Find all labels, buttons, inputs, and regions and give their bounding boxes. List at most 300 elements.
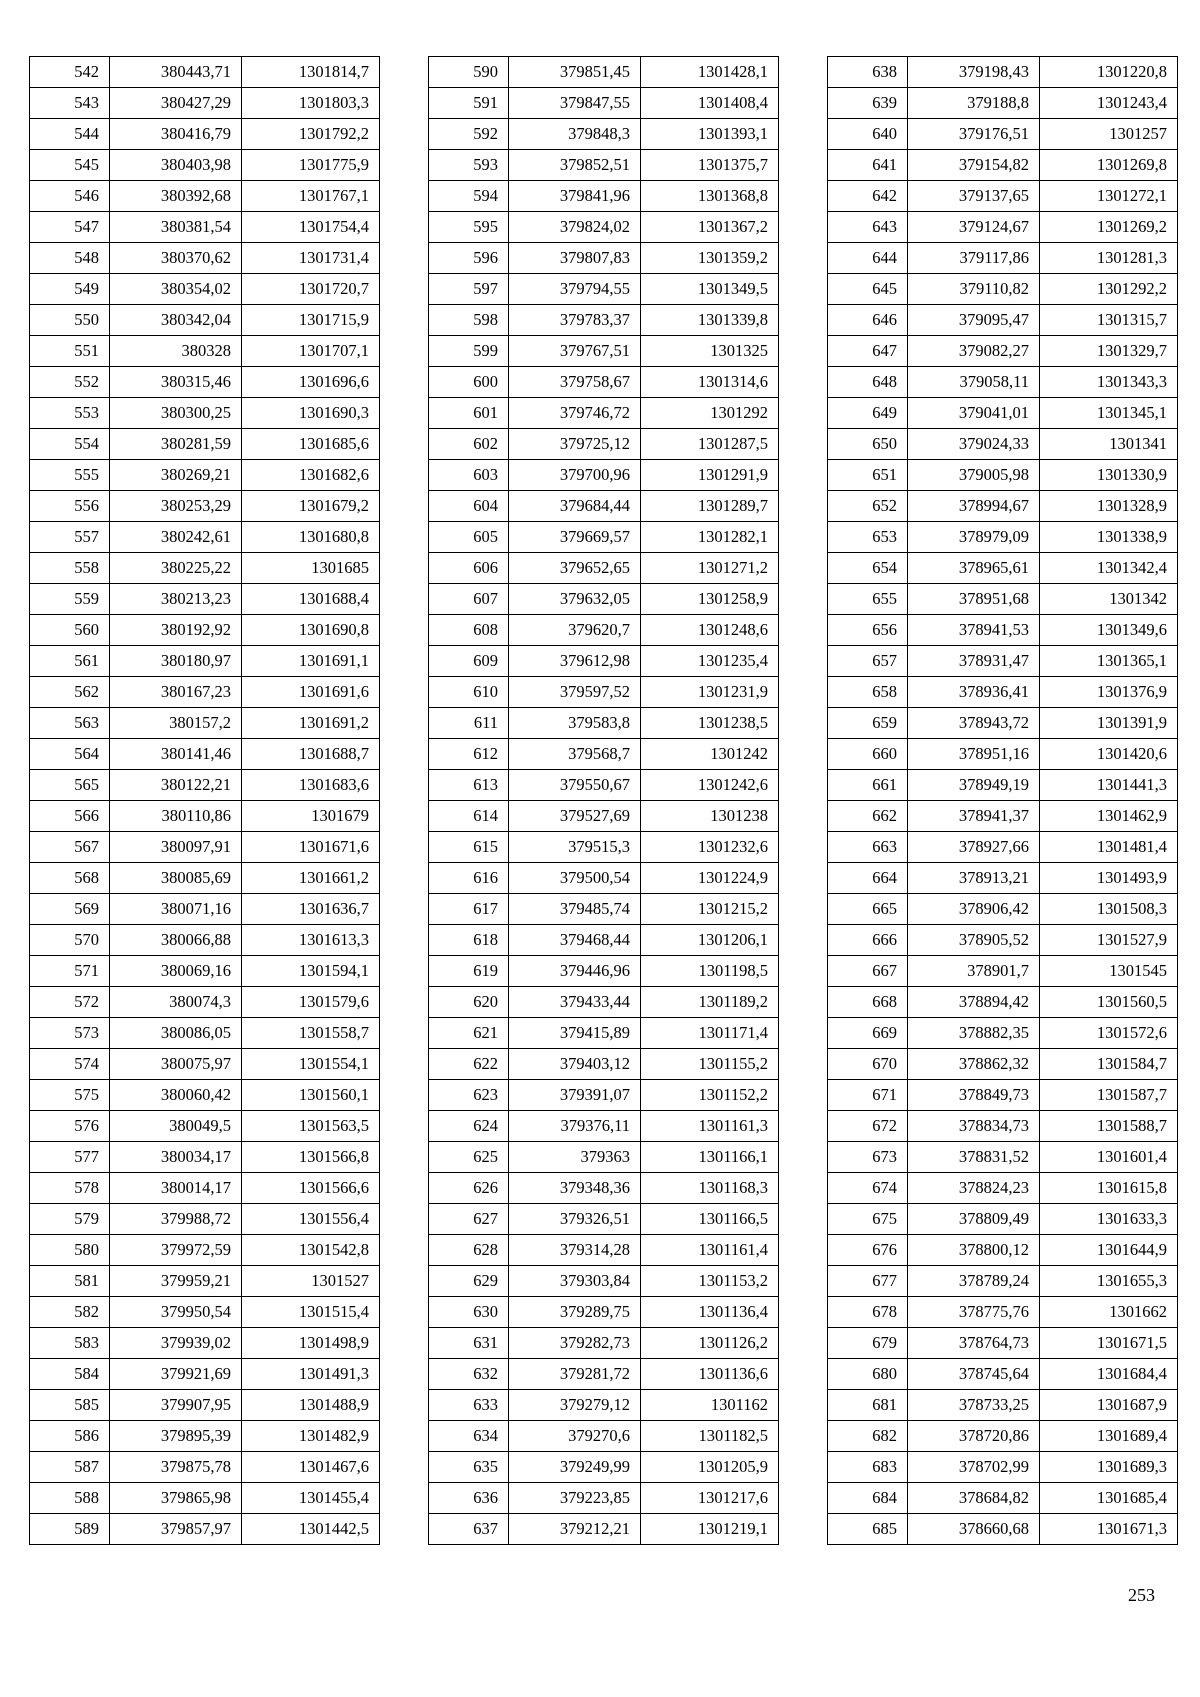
y-coordinate-cell: 1301215,2 [641, 894, 779, 925]
x-coordinate-cell: 378702,99 [908, 1452, 1040, 1483]
x-coordinate-cell: 379024,33 [908, 429, 1040, 460]
point-number-cell: 567 [30, 832, 110, 863]
point-number-cell: 628 [429, 1235, 509, 1266]
point-number-cell: 597 [429, 274, 509, 305]
y-coordinate-cell: 1301731,4 [242, 243, 380, 274]
x-coordinate-cell: 379700,96 [509, 460, 641, 491]
table-row [30, 1173, 380, 1204]
point-number-cell: 656 [828, 615, 908, 646]
point-number-cell: 570 [30, 925, 110, 956]
y-coordinate-cell: 1301691,6 [242, 677, 380, 708]
point-number-cell: 680 [828, 1359, 908, 1390]
x-coordinate-cell: 379824,02 [509, 212, 641, 243]
x-coordinate-cell: 379907,95 [110, 1390, 242, 1421]
table-row [429, 1421, 779, 1452]
point-number-cell: 658 [828, 677, 908, 708]
table-row [828, 212, 1178, 243]
y-coordinate-cell: 1301349,5 [641, 274, 779, 305]
table-row [30, 739, 380, 770]
y-coordinate-cell: 1301556,4 [242, 1204, 380, 1235]
point-number-cell: 682 [828, 1421, 908, 1452]
x-coordinate-cell: 379851,45 [509, 57, 641, 88]
table-row [30, 956, 380, 987]
x-coordinate-cell: 378906,42 [908, 894, 1040, 925]
x-coordinate-cell: 379041,01 [908, 398, 1040, 429]
table-row [30, 863, 380, 894]
y-coordinate-cell: 1301498,9 [242, 1328, 380, 1359]
table-row [429, 1111, 779, 1142]
y-coordinate-cell: 1301248,6 [641, 615, 779, 646]
x-coordinate-cell: 380157,2 [110, 708, 242, 739]
point-number-cell: 681 [828, 1390, 908, 1421]
y-coordinate-cell: 1301566,8 [242, 1142, 380, 1173]
point-number-cell: 637 [429, 1514, 509, 1545]
x-coordinate-cell: 378660,68 [908, 1514, 1040, 1545]
table-row [828, 677, 1178, 708]
y-coordinate-cell: 1301767,1 [242, 181, 380, 212]
table-row [30, 1452, 380, 1483]
x-coordinate-cell: 378720,86 [908, 1421, 1040, 1452]
table-row [828, 429, 1178, 460]
x-coordinate-cell: 380328 [110, 336, 242, 367]
point-number-cell: 606 [429, 553, 509, 584]
y-coordinate-cell: 1301682,6 [242, 460, 380, 491]
table-row [30, 770, 380, 801]
table-row [828, 1111, 1178, 1142]
page-number: 253 [1128, 1585, 1155, 1605]
x-coordinate-cell: 378775,76 [908, 1297, 1040, 1328]
point-number-cell: 616 [429, 863, 509, 894]
table-row [429, 832, 779, 863]
y-coordinate-cell: 1301467,6 [242, 1452, 380, 1483]
table-row [429, 1173, 779, 1204]
table-row [828, 1018, 1178, 1049]
point-number-cell: 664 [828, 863, 908, 894]
table-row [429, 181, 779, 212]
y-coordinate-cell: 1301594,1 [242, 956, 380, 987]
point-number-cell: 621 [429, 1018, 509, 1049]
x-coordinate-cell: 379841,96 [509, 181, 641, 212]
y-coordinate-cell: 1301325 [641, 336, 779, 367]
table-row [30, 1328, 380, 1359]
x-coordinate-cell: 380315,46 [110, 367, 242, 398]
point-number-cell: 657 [828, 646, 908, 677]
y-coordinate-cell: 1301314,6 [641, 367, 779, 398]
x-coordinate-cell: 379282,73 [509, 1328, 641, 1359]
table-row [429, 88, 779, 119]
table-row [828, 305, 1178, 336]
x-coordinate-cell: 378965,61 [908, 553, 1040, 584]
y-coordinate-cell: 1301339,8 [641, 305, 779, 336]
point-number-cell: 608 [429, 615, 509, 646]
x-coordinate-cell: 379403,12 [509, 1049, 641, 1080]
point-number-cell: 668 [828, 987, 908, 1018]
x-coordinate-cell: 380085,69 [110, 863, 242, 894]
y-coordinate-cell: 1301282,1 [641, 522, 779, 553]
y-coordinate-cell: 1301455,4 [242, 1483, 380, 1514]
table-row [828, 88, 1178, 119]
x-coordinate-cell: 379632,05 [509, 584, 641, 615]
point-number-cell: 643 [828, 212, 908, 243]
x-coordinate-cell: 380242,61 [110, 522, 242, 553]
point-number-cell: 546 [30, 181, 110, 212]
x-coordinate-cell: 378882,35 [908, 1018, 1040, 1049]
table-row [429, 274, 779, 305]
table-row [429, 57, 779, 88]
point-number-cell: 667 [828, 956, 908, 987]
y-coordinate-cell: 1301166,1 [641, 1142, 779, 1173]
x-coordinate-cell: 378941,37 [908, 801, 1040, 832]
point-number-cell: 618 [429, 925, 509, 956]
y-coordinate-cell: 1301683,6 [242, 770, 380, 801]
table-row [30, 57, 380, 88]
point-number-cell: 571 [30, 956, 110, 987]
point-number-cell: 661 [828, 770, 908, 801]
table-row [828, 1142, 1178, 1173]
point-number-cell: 677 [828, 1266, 908, 1297]
point-number-cell: 594 [429, 181, 509, 212]
y-coordinate-cell: 1301488,9 [242, 1390, 380, 1421]
coordinate-table-1 [29, 56, 380, 1545]
y-coordinate-cell: 1301375,7 [641, 150, 779, 181]
table-row [30, 181, 380, 212]
x-coordinate-cell: 379005,98 [908, 460, 1040, 491]
y-coordinate-cell: 1301688,4 [242, 584, 380, 615]
y-coordinate-cell: 1301493,9 [1040, 863, 1178, 894]
y-coordinate-cell: 1301224,9 [641, 863, 779, 894]
table-row [30, 429, 380, 460]
table-row [429, 1328, 779, 1359]
x-coordinate-cell: 378927,66 [908, 832, 1040, 863]
point-number-cell: 636 [429, 1483, 509, 1514]
point-number-cell: 555 [30, 460, 110, 491]
table-row [30, 1235, 380, 1266]
point-number-cell: 607 [429, 584, 509, 615]
x-coordinate-cell: 379807,83 [509, 243, 641, 274]
table-row [30, 925, 380, 956]
x-coordinate-cell: 380427,29 [110, 88, 242, 119]
y-coordinate-cell: 1301661,2 [242, 863, 380, 894]
x-coordinate-cell: 379500,54 [509, 863, 641, 894]
x-coordinate-cell: 379620,7 [509, 615, 641, 646]
y-coordinate-cell: 1301587,7 [1040, 1080, 1178, 1111]
table-row [828, 832, 1178, 863]
y-coordinate-cell: 1301560,1 [242, 1080, 380, 1111]
x-coordinate-cell: 379988,72 [110, 1204, 242, 1235]
x-coordinate-cell: 379348,36 [509, 1173, 641, 1204]
table-row [828, 1297, 1178, 1328]
point-number-cell: 548 [30, 243, 110, 274]
y-coordinate-cell: 1301219,1 [641, 1514, 779, 1545]
y-coordinate-cell: 1301482,9 [242, 1421, 380, 1452]
point-number-cell: 623 [429, 1080, 509, 1111]
x-coordinate-cell: 378745,64 [908, 1359, 1040, 1390]
x-coordinate-cell: 380269,21 [110, 460, 242, 491]
y-coordinate-cell: 1301687,9 [1040, 1390, 1178, 1421]
point-number-cell: 642 [828, 181, 908, 212]
y-coordinate-cell: 1301342 [1040, 584, 1178, 615]
x-coordinate-cell: 378809,49 [908, 1204, 1040, 1235]
table-row [828, 801, 1178, 832]
y-coordinate-cell: 1301232,6 [641, 832, 779, 863]
y-coordinate-cell: 1301376,9 [1040, 677, 1178, 708]
table-row [828, 1080, 1178, 1111]
table-row [429, 1514, 779, 1545]
y-coordinate-cell: 1301691,1 [242, 646, 380, 677]
point-number-cell: 604 [429, 491, 509, 522]
table-row [30, 708, 380, 739]
y-coordinate-cell: 1301688,7 [242, 739, 380, 770]
y-coordinate-cell: 1301442,5 [242, 1514, 380, 1545]
point-number-cell: 649 [828, 398, 908, 429]
y-coordinate-cell: 1301679 [242, 801, 380, 832]
y-coordinate-cell: 1301368,8 [641, 181, 779, 212]
table-row [429, 1049, 779, 1080]
y-coordinate-cell: 1301136,6 [641, 1359, 779, 1390]
x-coordinate-cell: 379433,44 [509, 987, 641, 1018]
table-row [828, 460, 1178, 491]
x-coordinate-cell: 378949,19 [908, 770, 1040, 801]
table-row [30, 367, 380, 398]
y-coordinate-cell: 1301162 [641, 1390, 779, 1421]
y-coordinate-cell: 1301328,9 [1040, 491, 1178, 522]
y-coordinate-cell: 1301329,7 [1040, 336, 1178, 367]
y-coordinate-cell: 1301391,9 [1040, 708, 1178, 739]
y-coordinate-cell: 1301655,3 [1040, 1266, 1178, 1297]
table-row [30, 398, 380, 429]
x-coordinate-cell: 380281,59 [110, 429, 242, 460]
x-coordinate-cell: 378936,41 [908, 677, 1040, 708]
point-number-cell: 646 [828, 305, 908, 336]
x-coordinate-cell: 379198,43 [908, 57, 1040, 88]
point-number-cell: 575 [30, 1080, 110, 1111]
table-row [828, 925, 1178, 956]
point-number-cell: 645 [828, 274, 908, 305]
y-coordinate-cell: 1301720,7 [242, 274, 380, 305]
x-coordinate-cell: 378979,09 [908, 522, 1040, 553]
point-number-cell: 627 [429, 1204, 509, 1235]
y-coordinate-cell: 1301554,1 [242, 1049, 380, 1080]
x-coordinate-cell: 380416,79 [110, 119, 242, 150]
y-coordinate-cell: 1301689,4 [1040, 1421, 1178, 1452]
y-coordinate-cell: 1301136,4 [641, 1297, 779, 1328]
point-number-cell: 551 [30, 336, 110, 367]
table-row [828, 863, 1178, 894]
point-number-cell: 578 [30, 1173, 110, 1204]
x-coordinate-cell: 380300,25 [110, 398, 242, 429]
point-number-cell: 634 [429, 1421, 509, 1452]
y-coordinate-cell: 1301685 [242, 553, 380, 584]
y-coordinate-cell: 1301359,2 [641, 243, 779, 274]
x-coordinate-cell: 378943,72 [908, 708, 1040, 739]
x-coordinate-cell: 379767,51 [509, 336, 641, 367]
x-coordinate-cell: 379137,65 [908, 181, 1040, 212]
y-coordinate-cell: 1301161,3 [641, 1111, 779, 1142]
table-body [828, 57, 1178, 1545]
table-body [429, 57, 779, 1545]
table-row [30, 1049, 380, 1080]
table-row [429, 863, 779, 894]
table-row [429, 119, 779, 150]
x-coordinate-cell: 380097,91 [110, 832, 242, 863]
y-coordinate-cell: 1301636,7 [242, 894, 380, 925]
x-coordinate-cell: 380074,3 [110, 987, 242, 1018]
y-coordinate-cell: 1301343,3 [1040, 367, 1178, 398]
x-coordinate-cell: 378684,82 [908, 1483, 1040, 1514]
point-number-cell: 560 [30, 615, 110, 646]
x-coordinate-cell: 378994,67 [908, 491, 1040, 522]
table-row [429, 367, 779, 398]
point-number-cell: 543 [30, 88, 110, 119]
y-coordinate-cell: 1301566,6 [242, 1173, 380, 1204]
x-coordinate-cell: 380403,98 [110, 150, 242, 181]
y-coordinate-cell: 1301206,1 [641, 925, 779, 956]
x-coordinate-cell: 379223,85 [509, 1483, 641, 1514]
x-coordinate-cell: 380225,22 [110, 553, 242, 584]
point-number-cell: 591 [429, 88, 509, 119]
table-row [30, 1421, 380, 1452]
y-coordinate-cell: 1301689,3 [1040, 1452, 1178, 1483]
table-row [30, 274, 380, 305]
x-coordinate-cell: 380180,97 [110, 646, 242, 677]
x-coordinate-cell: 379669,57 [509, 522, 641, 553]
point-number-cell: 653 [828, 522, 908, 553]
x-coordinate-cell: 380141,46 [110, 739, 242, 770]
y-coordinate-cell: 1301166,5 [641, 1204, 779, 1235]
point-number-cell: 605 [429, 522, 509, 553]
point-number-cell: 558 [30, 553, 110, 584]
y-coordinate-cell: 1301238,5 [641, 708, 779, 739]
table-row [30, 212, 380, 243]
table-row [30, 305, 380, 336]
table-row [828, 1204, 1178, 1235]
point-number-cell: 585 [30, 1390, 110, 1421]
table-row [828, 1328, 1178, 1359]
point-number-cell: 562 [30, 677, 110, 708]
y-coordinate-cell: 1301542,8 [242, 1235, 380, 1266]
table-row [429, 770, 779, 801]
y-coordinate-cell: 1301420,6 [1040, 739, 1178, 770]
y-coordinate-cell: 1301588,7 [1040, 1111, 1178, 1142]
table-row [828, 1514, 1178, 1545]
y-coordinate-cell: 1301182,5 [641, 1421, 779, 1452]
point-number-cell: 683 [828, 1452, 908, 1483]
y-coordinate-cell: 1301696,6 [242, 367, 380, 398]
x-coordinate-cell: 379972,59 [110, 1235, 242, 1266]
table-row [828, 1452, 1178, 1483]
x-coordinate-cell: 379852,51 [509, 150, 641, 181]
y-coordinate-cell: 1301803,3 [242, 88, 380, 119]
table-row [828, 708, 1178, 739]
y-coordinate-cell: 1301545 [1040, 956, 1178, 987]
table-row [828, 367, 1178, 398]
point-number-cell: 641 [828, 150, 908, 181]
point-number-cell: 603 [429, 460, 509, 491]
x-coordinate-cell: 379376,11 [509, 1111, 641, 1142]
point-number-cell: 600 [429, 367, 509, 398]
coordinate-table-2 [428, 56, 779, 1545]
point-number-cell: 614 [429, 801, 509, 832]
y-coordinate-cell: 1301238 [641, 801, 779, 832]
table-row [429, 336, 779, 367]
table-row [30, 1142, 380, 1173]
y-coordinate-cell: 1301754,4 [242, 212, 380, 243]
point-number-cell: 655 [828, 584, 908, 615]
table-row [429, 1018, 779, 1049]
y-coordinate-cell: 1301189,2 [641, 987, 779, 1018]
x-coordinate-cell: 380086,05 [110, 1018, 242, 1049]
x-coordinate-cell: 378951,16 [908, 739, 1040, 770]
table-row [30, 460, 380, 491]
point-number-cell: 590 [429, 57, 509, 88]
y-coordinate-cell: 1301408,4 [641, 88, 779, 119]
y-coordinate-cell: 1301341 [1040, 429, 1178, 460]
table-row [429, 584, 779, 615]
table-row [828, 243, 1178, 274]
point-number-cell: 670 [828, 1049, 908, 1080]
point-number-cell: 652 [828, 491, 908, 522]
point-number-cell: 561 [30, 646, 110, 677]
y-coordinate-cell: 1301292 [641, 398, 779, 429]
table-row [828, 584, 1178, 615]
x-coordinate-cell: 380034,17 [110, 1142, 242, 1173]
table-row [30, 491, 380, 522]
point-number-cell: 586 [30, 1421, 110, 1452]
table-row [828, 739, 1178, 770]
table-row [429, 1080, 779, 1111]
table-row [30, 1018, 380, 1049]
table-row [429, 305, 779, 336]
x-coordinate-cell: 379652,65 [509, 553, 641, 584]
point-number-cell: 545 [30, 150, 110, 181]
x-coordinate-cell: 379058,11 [908, 367, 1040, 398]
x-coordinate-cell: 379303,84 [509, 1266, 641, 1297]
point-number-cell: 574 [30, 1049, 110, 1080]
x-coordinate-cell: 379921,69 [110, 1359, 242, 1390]
point-number-cell: 638 [828, 57, 908, 88]
x-coordinate-cell: 378733,25 [908, 1390, 1040, 1421]
x-coordinate-cell: 380014,17 [110, 1173, 242, 1204]
point-number-cell: 563 [30, 708, 110, 739]
y-coordinate-cell: 1301258,9 [641, 584, 779, 615]
y-coordinate-cell: 1301330,9 [1040, 460, 1178, 491]
y-coordinate-cell: 1301257 [1040, 119, 1178, 150]
point-number-cell: 626 [429, 1173, 509, 1204]
point-number-cell: 669 [828, 1018, 908, 1049]
x-coordinate-cell: 379446,96 [509, 956, 641, 987]
x-coordinate-cell: 379583,8 [509, 708, 641, 739]
point-number-cell: 572 [30, 987, 110, 1018]
y-coordinate-cell: 1301338,9 [1040, 522, 1178, 553]
x-coordinate-cell: 380370,62 [110, 243, 242, 274]
table-row [30, 677, 380, 708]
y-coordinate-cell: 1301527 [242, 1266, 380, 1297]
point-number-cell: 676 [828, 1235, 908, 1266]
point-number-cell: 647 [828, 336, 908, 367]
y-coordinate-cell: 1301707,1 [242, 336, 380, 367]
table-row [30, 615, 380, 646]
y-coordinate-cell: 1301292,2 [1040, 274, 1178, 305]
point-number-cell: 613 [429, 770, 509, 801]
y-coordinate-cell: 1301168,3 [641, 1173, 779, 1204]
y-coordinate-cell: 1301393,1 [641, 119, 779, 150]
x-coordinate-cell: 379270,6 [509, 1421, 641, 1452]
table-row [828, 770, 1178, 801]
table-row [828, 1049, 1178, 1080]
table-row [429, 150, 779, 181]
point-number-cell: 665 [828, 894, 908, 925]
table-row [429, 894, 779, 925]
